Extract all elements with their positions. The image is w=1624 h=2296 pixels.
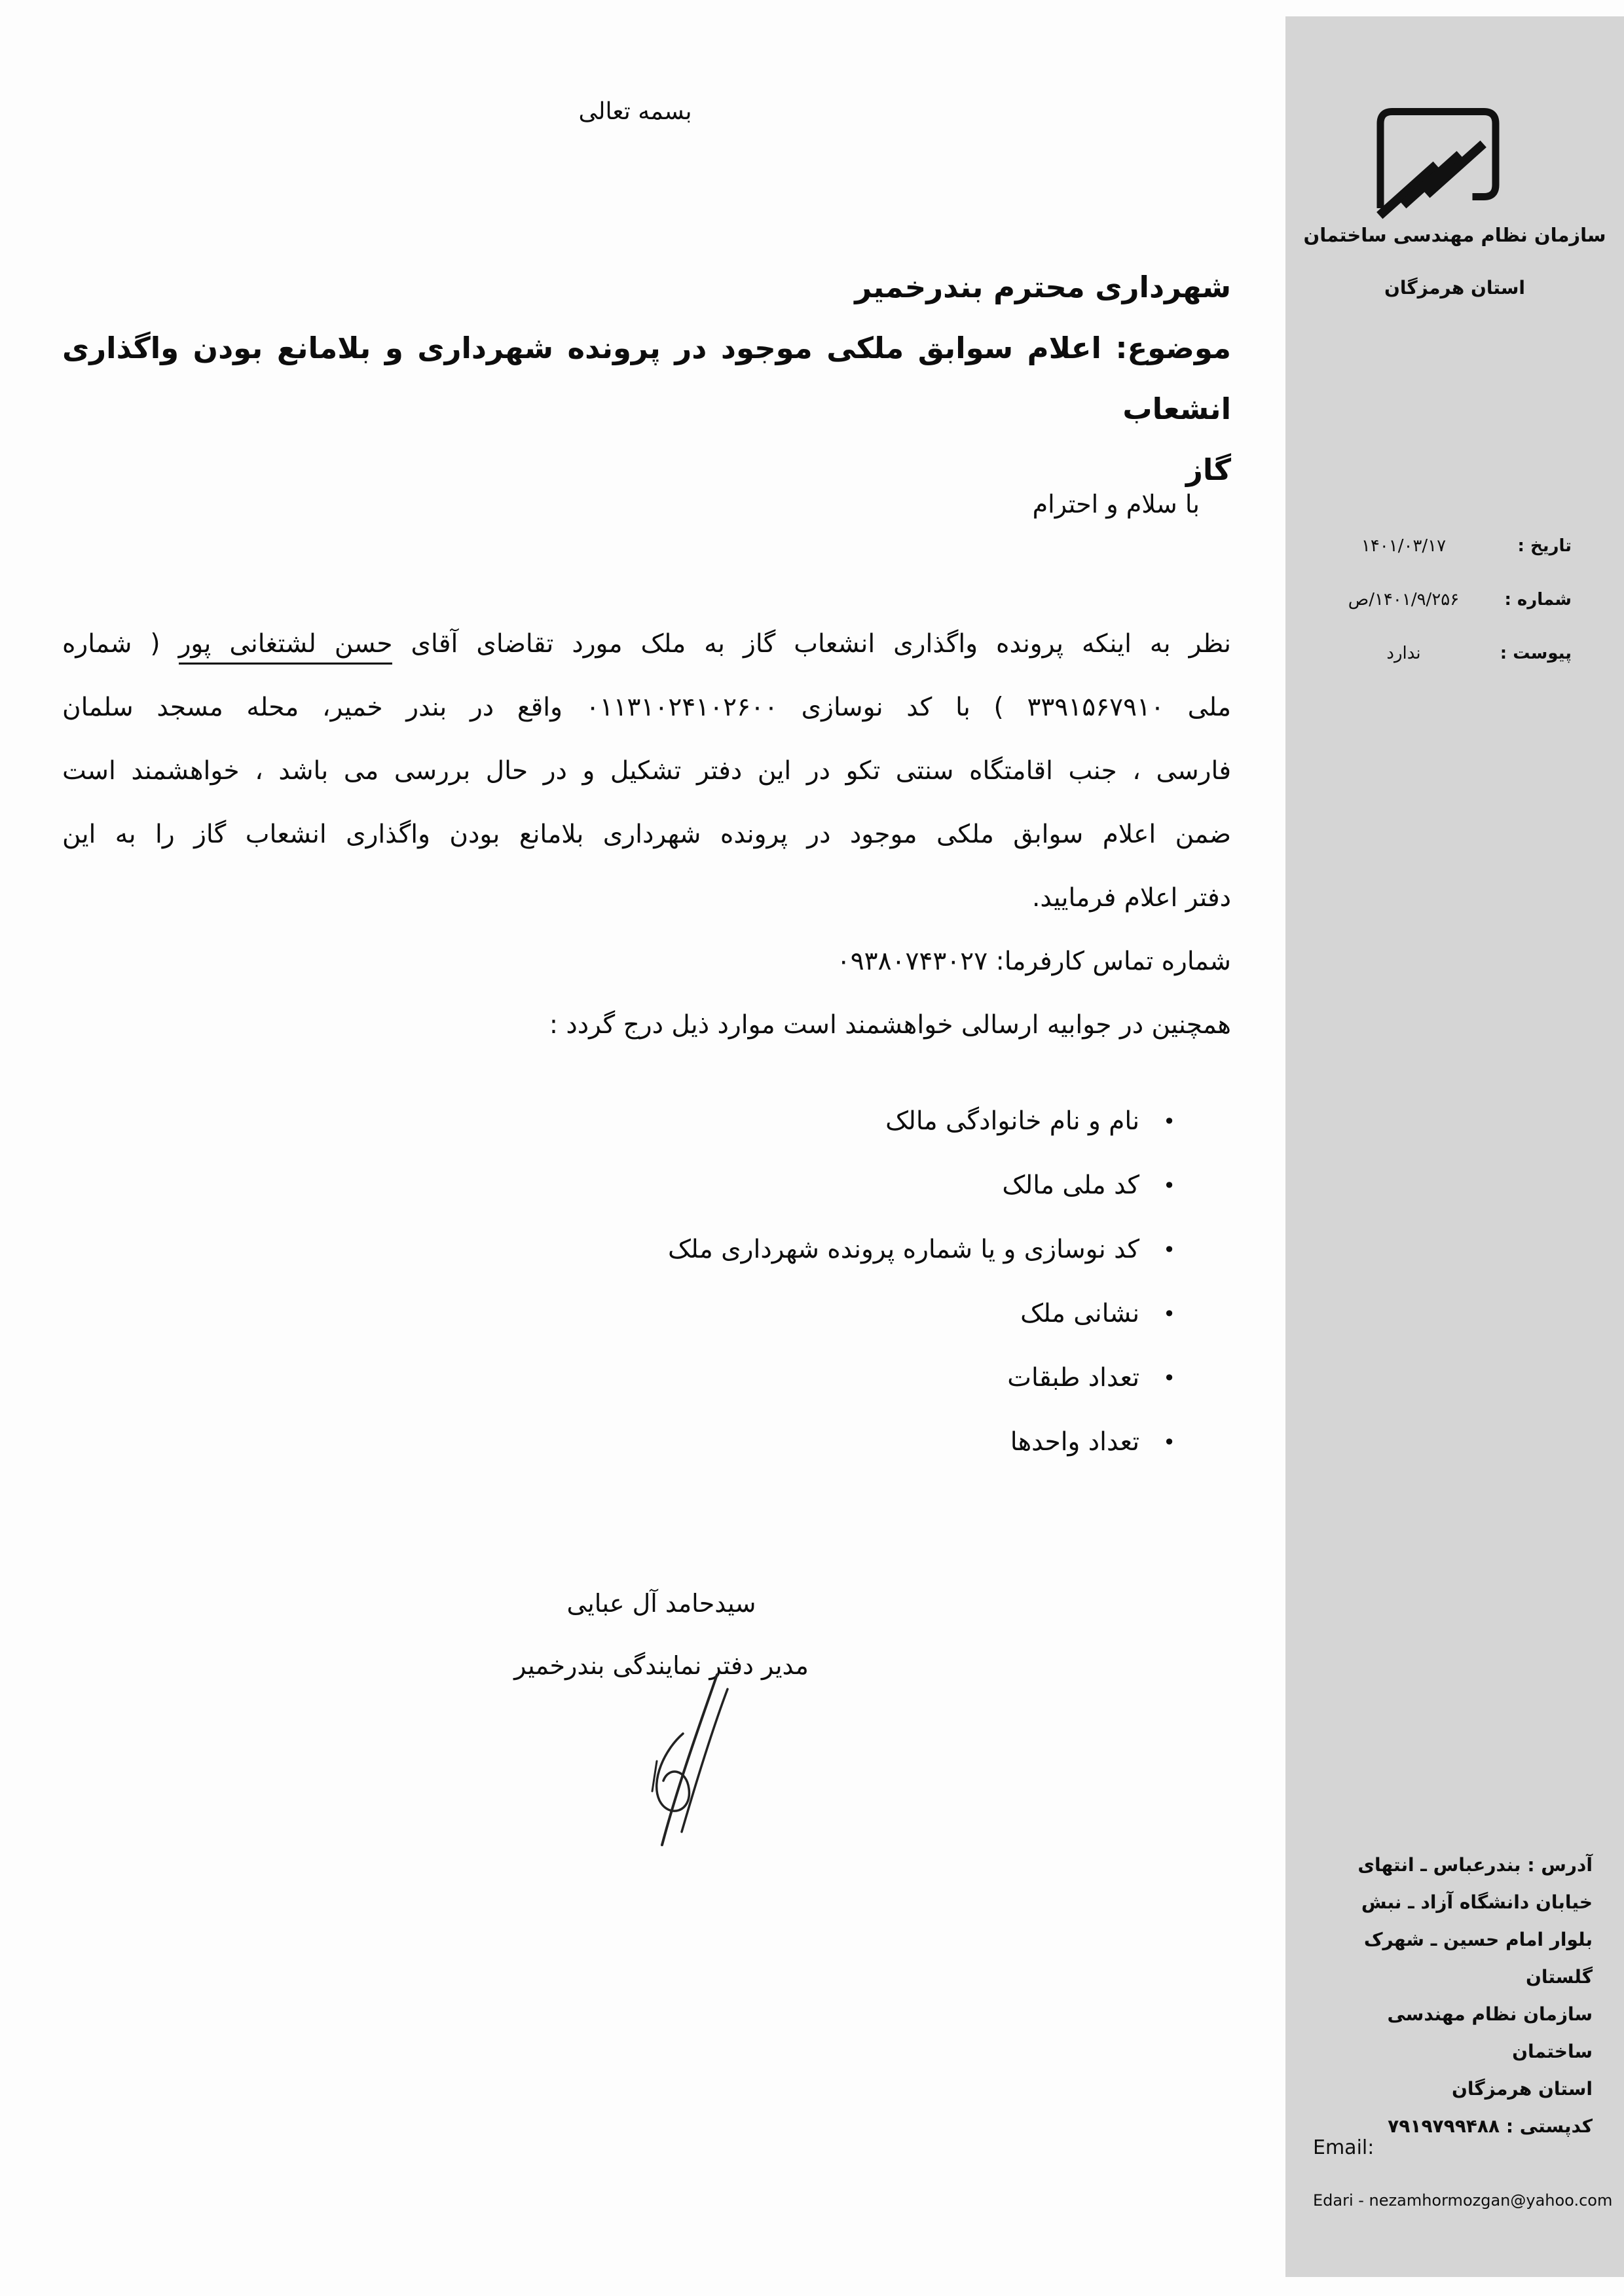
recipient-line: شهرداری محترم بندرخمیر: [855, 270, 1231, 304]
organization-address: [1310, 1846, 1593, 2145]
date-field: [1285, 519, 1624, 573]
body-line-4: ضمن اعلام سوابق ملکی موجود در پرونده شهرداری بلامانع بودن واگذاری انشعاب گاز را به این: [62, 820, 1231, 849]
organization-name: سازمان نظام مهندسی ساختمان: [1303, 224, 1606, 246]
subject-line: موضوع: اعلام سوابق ملکی موجود در پرونده شهرداری و بلامانع بودن واگذاری انشعاب: [62, 331, 1231, 426]
attachment-label: پیوست :: [1500, 644, 1572, 663]
signer-name: سیدحامد آل عبایی: [566, 1589, 756, 1618]
body-line-1: [62, 612, 1231, 676]
email-label: Email:: [1313, 2136, 1375, 2159]
list-item: [62, 1218, 1175, 1282]
letter-heading: [62, 257, 1231, 500]
attachment-field: [1285, 627, 1624, 680]
body-line-1-post: ( شماره: [62, 629, 179, 659]
bullet-dot: •: [1163, 1302, 1175, 1326]
applicant-name-underlined: حسن لشتغانی پور: [179, 629, 393, 665]
address-line: استان هرمزگان: [1451, 2078, 1593, 2100]
body-line-1-pre: نظر به اینکه پرونده واگذاری انشعاب گاز به ملک مورد تقاضای آقای: [392, 629, 1232, 659]
list-item: [62, 1346, 1175, 1410]
bullet-dot: •: [1163, 1366, 1175, 1391]
list-item-label: تعداد طبقات: [1007, 1363, 1140, 1393]
handwritten-signature: [599, 1671, 763, 1849]
organization-province: استان هرمزگان: [1384, 277, 1525, 299]
letter-body: [62, 612, 1231, 1057]
organization-logo-icon: [1374, 105, 1502, 222]
list-item: [62, 1154, 1175, 1218]
salutation-line: با سلام و احترام: [1032, 490, 1200, 519]
bullet-dot: •: [1163, 1173, 1175, 1198]
list-item-label: نشانی ملک: [1020, 1299, 1140, 1328]
contact-phone-line: شماره تماس کارفرما: ۰۹۳۸۰۷۴۳۰۲۷: [836, 947, 1231, 976]
bismillah-text: بسمه تعالی: [578, 98, 692, 125]
list-item: [62, 1089, 1175, 1154]
request-line: همچنین در جوابیه ارسالی خواهشمند است موارد ذیل درج گردد :: [549, 1010, 1231, 1040]
address-line: سازمان نظام مهندسی ساختمان: [1387, 2003, 1593, 2062]
body-line-5: دفتر اعلام فرمایید.: [1031, 883, 1231, 913]
body-line-2: ملی ۳۳۹۱۵۶۷۹۱۰ ) با کد نوسازی ۰۱۱۳۱۰۲۴۱۰۲۶۰۰ واقع در بندر خمیر، محله مسجد سلمان: [62, 693, 1231, 722]
subject-carry-line: گاز: [1186, 452, 1231, 487]
postal-code-line: کدپستی : ۷۹۱۹۷۹۹۴۸۸: [1388, 2115, 1593, 2137]
list-item-label: تعداد واحدها: [1010, 1427, 1140, 1457]
bullet-dot: •: [1163, 1109, 1175, 1134]
address-line: آدرس : بندرعباس ـ انتهای: [1357, 1854, 1593, 1876]
number-value: ۱۴۰۱/۹/۲۵۶/ص: [1348, 590, 1460, 610]
list-item: [62, 1410, 1175, 1474]
address-line: بلوار امام حسین ـ شهرک: [1363, 1929, 1593, 1950]
body-line-3: فارسی ، جنب اقامتگاه سنتی تکو در این دفتر تشکیل و در حال بررسی می باشد ، خواهشمند است: [62, 756, 1231, 786]
attachment-value: ندارد: [1386, 644, 1421, 663]
list-item-label: کد نوسازی و یا شماره پرونده شهرداری ملک: [668, 1235, 1140, 1264]
bullet-dot: •: [1163, 1430, 1175, 1455]
bullet-dot: •: [1163, 1237, 1175, 1262]
letter-meta-fields: [1285, 519, 1624, 680]
number-label: شماره :: [1504, 590, 1572, 610]
letterhead-sidebar: [1285, 16, 1624, 2277]
list-item-label: کد ملی مالک: [1002, 1171, 1140, 1200]
list-item-label: نام و نام خانوادگی مالک: [885, 1106, 1140, 1136]
date-label: تاریخ :: [1517, 536, 1572, 556]
address-line: خیابان دانشگاه آزاد ـ نبش: [1361, 1891, 1593, 1913]
email-address: Edari - nezamhormozgan@yahoo.com: [1313, 2191, 1613, 2210]
signer-title: مدیر دفتر نمایندگی بندرخمیر: [514, 1651, 809, 1680]
date-value: ۱۴۰۱/۰۳/۱۷: [1361, 536, 1447, 556]
list-item: [62, 1282, 1175, 1346]
address-line: گلستان: [1525, 1966, 1593, 1988]
number-field: [1285, 573, 1624, 627]
required-items-list: [62, 1089, 1231, 1474]
